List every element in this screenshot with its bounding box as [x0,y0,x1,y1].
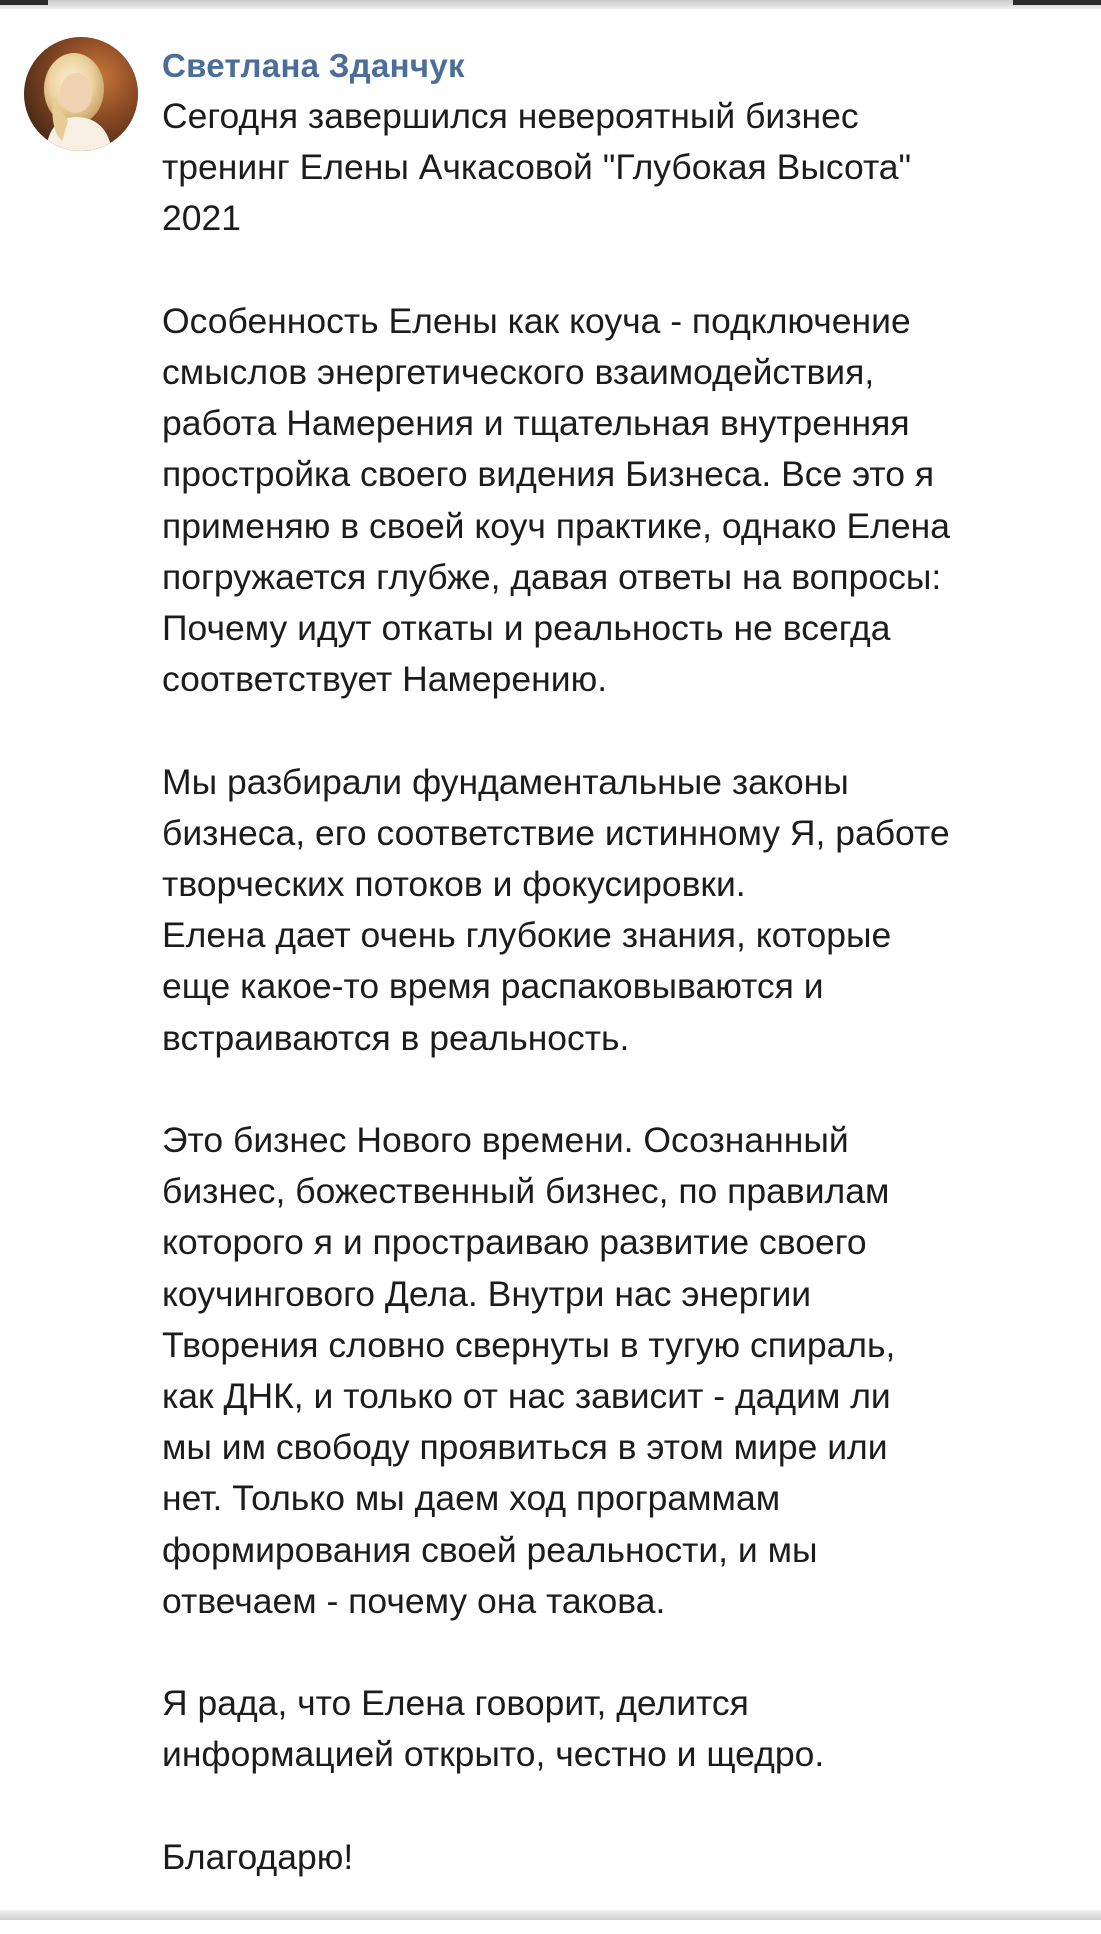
text-line: Это бизнес Нового времени. Осознанный [162,1120,849,1161]
text-line: Особенность Елены как коуча - подключение [162,300,911,341]
text-line: бизнеса, его соответствие истинному Я, работе [162,812,950,853]
top-edge-shadow-left [0,0,48,5]
paragraph [162,91,1094,245]
text-line: творческих потоков и фокусировки. [162,864,746,905]
text-line: Почему идут откаты и реальность не всегда [162,608,891,649]
text-line: погружается глубже, давая ответы на вопросы: [162,556,942,597]
bottom-edge [0,1910,1101,1920]
text-line: Сегодня завершился невероятный бизнес [162,96,859,136]
post-card [0,9,1101,1909]
text-line: отвечаем - почему она такова. [162,1580,666,1621]
paragraph [162,1678,1094,1780]
paragraph [162,1832,1094,1883]
paragraph [162,757,1094,1064]
paragraph [162,296,1094,706]
text-line: информацией открыто, честно и щедро. [162,1734,825,1775]
avatar[interactable] [24,37,138,151]
text-line: бизнес, божественный бизнес, по правилам [162,1171,890,1212]
text-line: соответствует Намерению. [162,659,608,700]
top-edge-shadow-right [1013,0,1101,5]
text-line: нет. Только мы даем ход программам [162,1478,781,1519]
text-line: 2021 [162,198,241,239]
text-line: работа Намерения и тщательная внутренняя [162,403,910,444]
text-line: смыслов энергетического взаимодействия, [162,352,875,392]
text-line: формирования своей реальности, и мы [162,1529,818,1570]
text-line: мы им свободу проявиться в этом мире или [162,1427,888,1468]
text-line: которого я и простраиваю развитие своего [162,1222,867,1263]
text-line: Елена дает очень глубокие знания, которые [162,915,892,956]
text-line: Творения словно свернуты в тугую спираль, [162,1324,896,1365]
user-avatar-icon [24,37,138,151]
text-line: встраиваются в реальность. [162,1017,630,1058]
text-line: как ДНК, и только от нас зависит - дадим ли [162,1376,891,1417]
text-line: коучингового Дела. Внутри нас энергии [162,1273,812,1314]
text-line: Мы разбирали фундаментальные законы [162,761,849,802]
text-line: Я рада, что Елена говорит, делится [162,1683,749,1724]
author-name[interactable]: Светлана Зданчук [162,47,465,84]
text-line: еще какое-то время распаковываются и [162,966,824,1007]
top-edge [0,0,1101,9]
text-line: применяю в своей коуч практике, однако Елена [162,505,950,546]
post-body [162,91,1094,1934]
text-line: Благодарю! [162,1836,354,1877]
paragraph [162,1115,1094,1627]
text-line: тренинг Елены Ачкасовой "Глубокая Высота" [162,147,912,188]
text-line: простройка своего видения Бизнеса. Все это я [162,454,935,495]
